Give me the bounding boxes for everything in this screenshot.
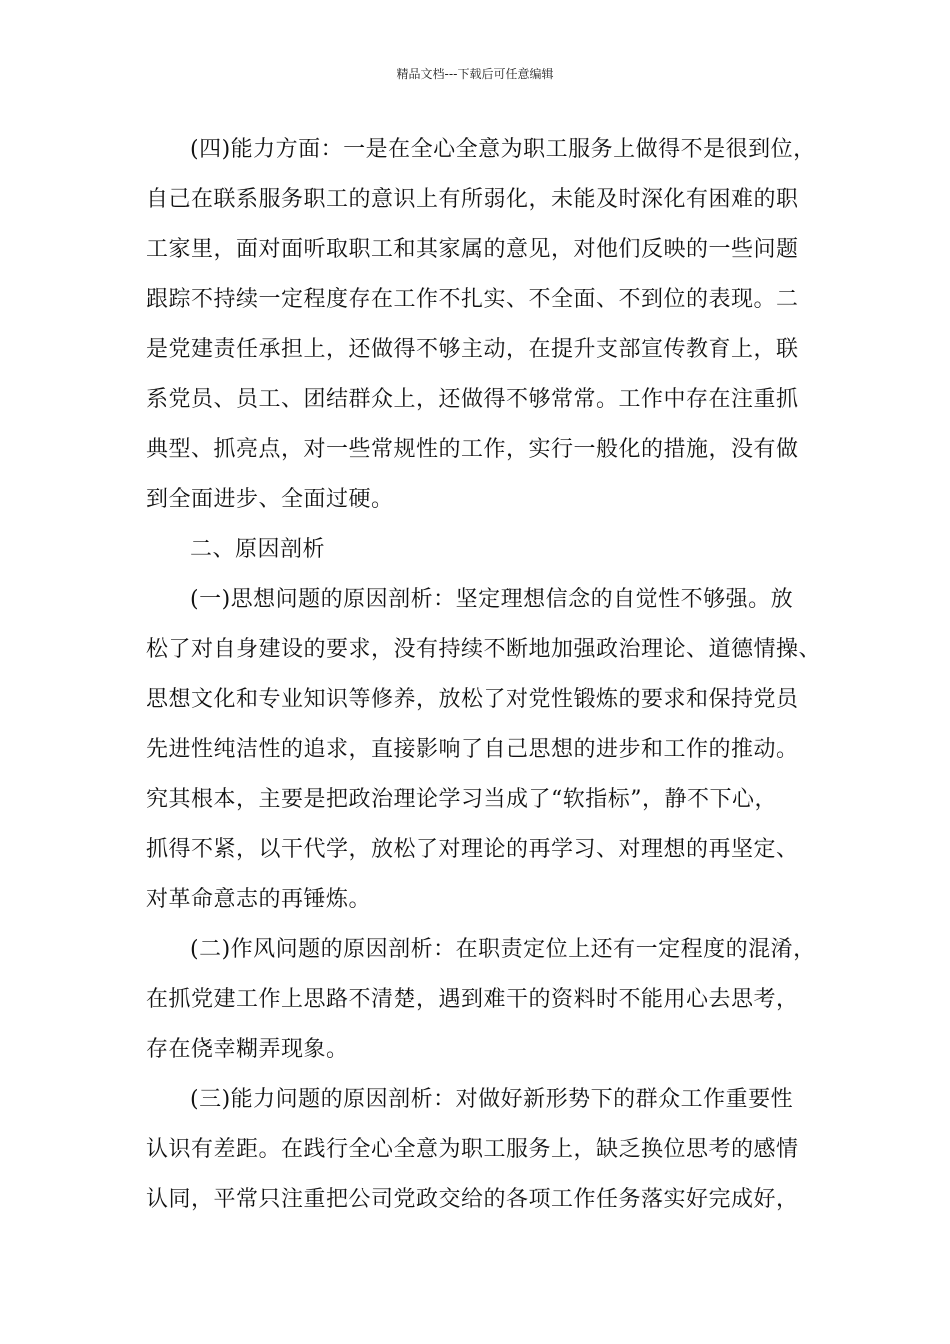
paragraph-capability-line-1: (三)能力问题的原因剖析：对做好新形势下的群众工作重要性 bbox=[190, 1087, 794, 1112]
paragraph-thought-line-5: 究其根本，主要是把政治理论学习当成了“软指标”，静不下心， bbox=[146, 787, 777, 812]
paragraph-capability-line-3: 认同，平常只注重把公司党政交给的各项工作任务落实好完成好， bbox=[146, 1187, 799, 1212]
paragraph-thought-line-6: 抓得不紧，以干代学，放松了对理论的再学习、对理想的再坚定、 bbox=[146, 837, 799, 862]
paragraph-thought-line-4: 先进性纯洁性的追求，直接影响了自己思想的进步和工作的推动。 bbox=[146, 737, 799, 762]
paragraph-ability-line-1: (四)能力方面：一是在全心全意为职工服务上做得不是很到位， bbox=[190, 137, 816, 162]
paragraph-ability-line-4: 跟踪不持续一定程度存在工作不扎实、不全面、不到位的表现。二 bbox=[146, 287, 799, 312]
paragraph-thought-line-3: 思想文化和专业知识等修养，放松了对党性锻炼的要求和保持党员 bbox=[146, 687, 799, 712]
paragraph-style-line-1: (二)作风问题的原因剖析：在职责定位上还有一定程度的混淆， bbox=[190, 937, 816, 962]
page-header: 精品文档---下载后可任意编辑 bbox=[396, 67, 554, 81]
paragraph-ability-line-3: 工家里，面对面听取职工和其家属的意见，对他们反映的一些问题 bbox=[146, 237, 799, 262]
paragraph-thought-line-2: 松了对自身建设的要求，没有持续不断地加强政治理论、道德情操、 bbox=[146, 637, 822, 662]
section-heading-cause-analysis: 二、原因剖析 bbox=[190, 537, 326, 562]
paragraph-thought-line-1: (一)思想问题的原因剖析：坚定理想信念的自觉性不够强。放 bbox=[190, 587, 794, 612]
paragraph-ability-line-2: 自己在联系服务职工的意识上有所弱化，未能及时深化有困难的职 bbox=[146, 187, 799, 212]
paragraph-style-line-2: 在抓党建工作上思路不清楚，遇到难干的资料时不能用心去思考， bbox=[146, 987, 799, 1012]
paragraph-ability-line-5: 是党建责任承担上，还做得不够主动，在提升支部宣传教育上，联 bbox=[146, 337, 799, 362]
paragraph-thought-line-7: 对革命意志的再锤炼。 bbox=[146, 887, 372, 912]
paragraph-style-line-3: 存在侥幸糊弄现象。 bbox=[146, 1037, 349, 1062]
paragraph-ability-line-6: 系党员、员工、团结群众上，还做得不够常常。工作中存在注重抓 bbox=[146, 387, 799, 412]
paragraph-ability-line-8: 到全面进步、全面过硬。 bbox=[146, 487, 394, 512]
paragraph-capability-line-2: 认识有差距。在践行全心全意为职工服务上，缺乏换位思考的感情 bbox=[146, 1137, 799, 1162]
paragraph-ability-line-7: 典型、抓亮点，对一些常规性的工作，实行一般化的措施，没有做 bbox=[146, 437, 799, 462]
